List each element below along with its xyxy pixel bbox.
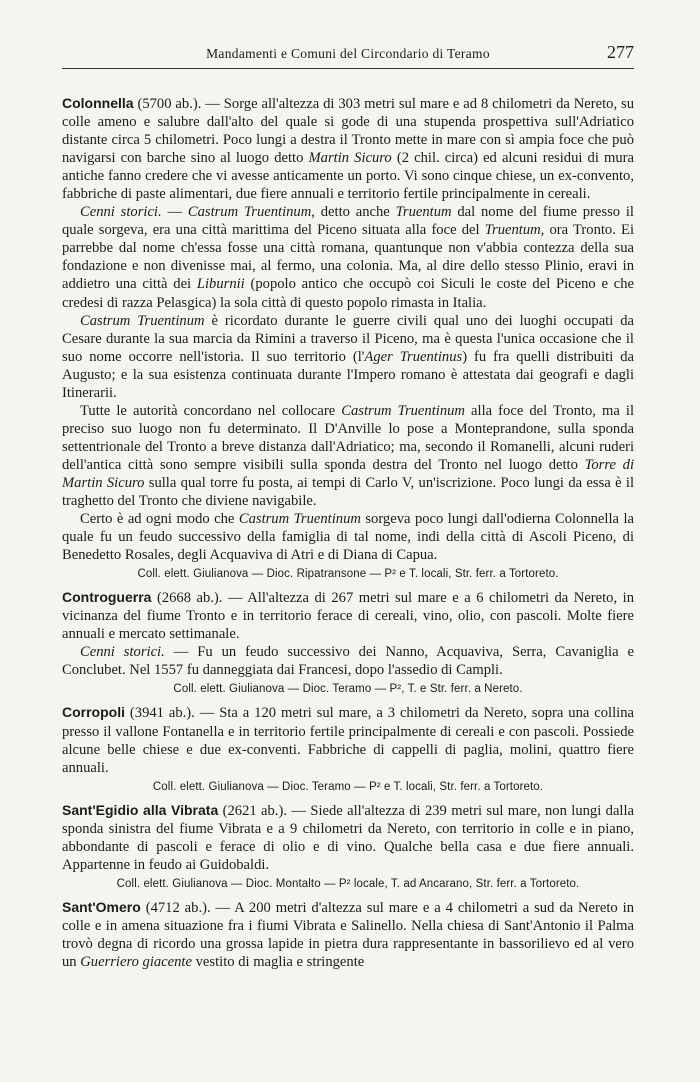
entry-heading: Colonnella — [62, 95, 134, 111]
entry-colonnella — [62, 94, 634, 582]
paragraph: Sant'Egidio alla Vibrata (2621 ab.). — Siede all'altezza di 239 metri sul mare, non lungi dalla sponda sinistra del fiume Vibrata e a 9 chilometri da Nereto, con territorio in colle e in piano, abbondante di pascoli e ferace di olio e di vino. Qualche bella casa e due fiere annuali. Appartenne in feudo ai Guidobaldi. — [62, 801, 635, 873]
paragraph: Controguerra (2668 ab.). — All'altezza di 267 metri sul mare e a 6 chilometri da Nereto, in vicinanza del fiume Tronto e in territorio ferace di cereali, vino, olio, con pascoli. Molte fiere annuali e mercato settimanale. — [62, 589, 634, 643]
paragraph: Corropoli (3941 ab.). — Sta a 120 metri sul mare, a 3 chilometri da Nereto, sopra una collina presso il vallone Fontanella e in territorio fertile principalmente di cereali e con pascoli. Possiede alcune belle chiese e due ex-conventi. Fabbriche di cappelli di paglia, molini, quattro fiere annuali. — [62, 704, 634, 776]
paragraph: Sant'Omero (4712 ab.). — A 200 metri d'altezza sul mare e a 4 chilometri a sud da Nereto in colle e in amena situazione fra i fiumi Vibrata e Salinello. Nella chiesa di Sant'Antonio il Palma trovò degna di ricordo una grossa lapide in pietra dura rappresentante in bassorilievo ed al vero un Guerriero giacente vestito di maglia e stringente — [62, 898, 634, 970]
paragraph: Castrum Truentinum è ricordato durante le guerre civili qual uno dei luoghi occupati da Cesare durante la sua marcia da Rimini a traverso il Piceno, ma è questa l'unica occasione che il suo nome occorre nell'istoria. Il suo territorio (l'Ager Truentinus) fu fra quelli distribuiti da Augusto; e la sua esistenza continuata durante l'Impero romano è attestata dai geografi e dagli Itinerarii. — [62, 312, 635, 401]
entry-footnote: Coll. elett. Giulianova — Dioc. Ripatransone — P² e T. locali, Str. ferr. a Tortoreto. — [137, 568, 559, 581]
entry-sant-omero — [62, 898, 634, 971]
entry-sant-egidio — [62, 801, 634, 892]
entry-footnote: Coll. elett. Giulianova — Dioc. Teramo — P², T. e Str. ferr. a Nereto. — [173, 683, 523, 696]
entry-controguerra — [62, 588, 634, 697]
paragraph: Tutte le autorità concordano nel collocare Castrum Truentinum alla foce del Tronto, ma il preciso suo luogo non fu determinato. Il D'Anville lo pose a Monteprandone, sulla sponda settentrionale del Tronto a breve distanza dall'Adriatico; ma, secondo il Romanelli, alcuni ruderi dell'antica città sono sempre visibili sulla sponda destra del Tronto nel luogo detto Torre di Martin Sicuro sulla qual torre fu posta, ai tempi di Carlo V, un'iscrizione. Poco lungi da essa è il traghetto del Tronto che diviene navigabile. — [62, 402, 634, 510]
entry-heading: Sant'Omero — [62, 898, 141, 915]
paragraph: Cenni storici. — Fu un feudo successivo dei Nanno, Acquaviva, Serra, Cavaniglia e Conclubet. Nel 1557 fu danneggiata dai Francesi, dopo l'assedio di Campli. — [62, 644, 634, 679]
paragraph: Cenni storici. — Castrum Truentinum, detto anche Truentum dal nome del fiume presso il quale sorgeva, era una città marittima del Piceno situata alla foce del Truentum, ora Tronto. Ei parrebbe dal nome ch'essa fosse una città romana, quantunque non v'abbia contezza della sua fondazione e non divenisse mai, al fermo, una colonia. Ma, al dire dello stesso Plinio, eravi in addietro una città dei Liburnii (popolo antico che occupò coi Siculi le coste del Piceno e che credesi di razza Pelasgica) la sola città di questo popolo rimasta in Italia. — [62, 204, 635, 311]
entry-corropoli — [62, 703, 634, 794]
entry-heading: Corropoli — [62, 704, 125, 721]
paragraph: Certo è ad ogni modo che Castrum Truentinum sorgeva poco lungi dall'odierna Colonnella la quale fu un feudo successivo della famiglia di tal nome, indi della città di Ascoli Piceno, di Benedetto Rosales, degli Acquaviva di Atri e di Diana di Capua. — [62, 511, 634, 564]
entry-footnote: Coll. elett. Giulianova — Dioc. Montalto — P² locale, T. ad Ancarano, Str. ferr. a Tortoreto. — [116, 877, 580, 890]
running-header — [62, 44, 634, 69]
article-body — [62, 94, 634, 977]
page-number: 277 — [607, 42, 634, 62]
header-title: Mandamenti e Comuni del Circondario di Teramo — [206, 46, 490, 61]
paragraph: Colonnella (5700 ab.). — Sorge all'altezza di 303 metri sul mare e ad 8 chilometri da Nereto, su colle ameno e salubre dall'alto del quale si gode di una stupenda prospettiva sull'Adriatico distante circa 5 chilometri. Poco lungi a destra il Tronto mette in mare con sì ampia foce che può navigarsi con barche sino al luogo detto Martin Sicuro (2 chil. circa) ed alcuni residui di mura antiche fanno credere che vi avesse anticamente un porto. Vi sono cinque chiese, un ex-convento, fabbriche di paste alimentari, due fiere annuali e territorio fertile principalmente in cereali. — [62, 95, 635, 203]
entry-heading: Sant'Egidio alla Vibrata — [62, 801, 219, 818]
entry-footnote: Coll. elett. Giulianova — Dioc. Teramo — P² e T. locali, Str. ferr. a Tortoreto. — [152, 780, 544, 793]
entry-heading: Controguerra — [62, 589, 152, 606]
